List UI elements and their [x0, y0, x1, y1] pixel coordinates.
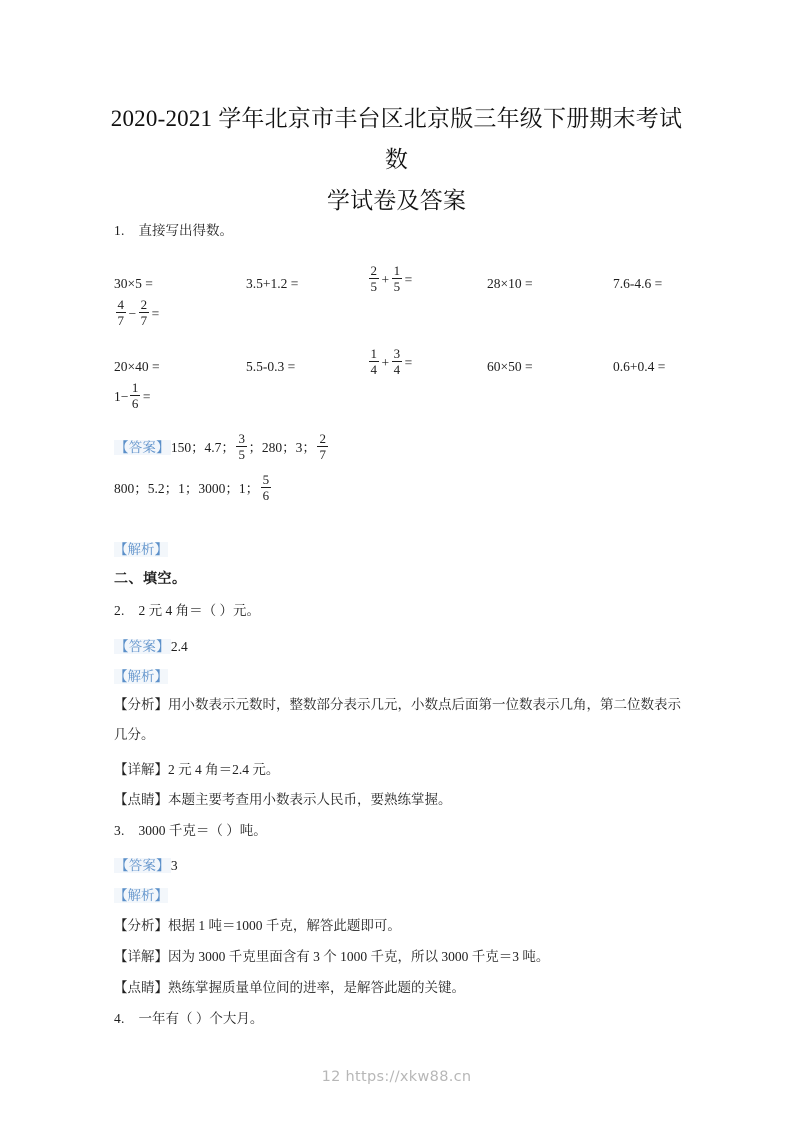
- fraction: [369, 264, 380, 294]
- question-3: [114, 821, 267, 841]
- answer-marker: 【答案】: [115, 858, 170, 873]
- question-1-answer-line-2: [114, 473, 273, 503]
- explain-marker: 【解析】: [114, 542, 168, 557]
- question-1-prompt-text: 直接写出得数。: [138, 223, 233, 238]
- question-3-analysis: 【分析】根据 1 吨＝1000 千克，解答此题即可。: [114, 918, 401, 933]
- answer-marker: 【答案】: [115, 439, 170, 455]
- fraction-numerator: 1: [131, 380, 139, 395]
- fraction-numerator: 2: [319, 431, 326, 446]
- question-2-number: 2.: [114, 603, 125, 618]
- problem-1-5: 7.6-4.6 =: [613, 276, 663, 291]
- fraction-denominator: 5: [370, 279, 377, 295]
- problem-1-2: 3.5+1.2 =: [246, 276, 299, 291]
- fraction: [139, 298, 150, 328]
- answer-text-a: 150；4.7；: [170, 439, 235, 455]
- fraction-expression: [367, 347, 413, 377]
- question-1-explain-marker: [114, 540, 168, 560]
- fraction-numerator: 4: [117, 297, 124, 312]
- question-3-number: 3.: [114, 823, 125, 838]
- answer-marker: 【答案】: [115, 639, 170, 654]
- fraction: [392, 347, 403, 377]
- problem-1-4: 28×10 =: [487, 276, 533, 291]
- fraction: [236, 432, 247, 462]
- fraction: [261, 473, 272, 503]
- question-2: [114, 601, 260, 621]
- problem-2-1: 20×40 =: [114, 359, 160, 374]
- question-2-tip: 【点睛】本题主要考查用小数表示人民币，要熟练掌握。: [114, 792, 452, 807]
- equals-sign: =: [151, 305, 160, 321]
- section-2-heading: 二、填空。: [114, 572, 187, 587]
- question-3-explain-marker: [114, 886, 168, 906]
- fraction-expression: [114, 381, 152, 411]
- problem-1-6: [114, 298, 160, 328]
- fraction-denominator: 4: [370, 362, 377, 378]
- page-title-line-1: 2020-2021 学年北京市丰台区北京版三年级下册期末考试数: [110, 106, 683, 172]
- question-1-number: 1.: [114, 223, 125, 238]
- fraction: [130, 381, 141, 411]
- problem-2-4: 60×50 =: [487, 359, 533, 374]
- fraction-denominator: 6: [262, 488, 270, 504]
- question-2-answer: [114, 637, 188, 657]
- fraction-numerator: 2: [140, 297, 148, 312]
- explain-marker: 【解析】: [114, 888, 168, 903]
- fraction: [369, 347, 380, 377]
- fraction: [392, 264, 403, 294]
- fraction-numerator: 3: [238, 431, 245, 446]
- operator: +: [381, 354, 390, 370]
- fraction-denominator: 7: [117, 313, 124, 329]
- fraction: [116, 298, 127, 328]
- answer-value: 3: [170, 858, 178, 873]
- problem-2-3: [367, 347, 413, 377]
- fraction-denominator: 7: [140, 313, 148, 329]
- question-2-detail: 【详解】2 元 4 角＝2.4 元。: [114, 762, 280, 777]
- explain-marker: 【解析】: [114, 669, 168, 684]
- question-3-text: 3000 千克＝（ ）吨。: [138, 823, 267, 838]
- fraction-numerator: 2: [370, 263, 377, 278]
- fraction-numerator: 5: [262, 472, 270, 487]
- question-4: [114, 1009, 263, 1029]
- question-2-analysis: 【分析】用小数表示元数时，整数部分表示几元，小数点后面第一位数表示几角，第二位数表示几分。: [114, 697, 681, 742]
- question-3-detail: 【详解】因为 3000 千克里面含有 3 个 1000 千克，所以 3000 千克＝3 吨。: [114, 949, 550, 964]
- footer-watermark: 12 https://xkw88.cn: [321, 1069, 472, 1085]
- page-title-line-2: 学试卷及答案: [326, 188, 467, 213]
- problem-1-3: [367, 264, 413, 294]
- answer-text-c: 800；5.2；1；3000；1；: [114, 480, 260, 496]
- operator: +: [381, 271, 390, 287]
- problem-2-2: 5.5-0.3 =: [246, 359, 296, 374]
- question-3-answer: [114, 856, 178, 876]
- fraction-denominator: 6: [131, 396, 139, 412]
- page-title: [104, 98, 689, 221]
- question-4-text: 一年有（ ）个大月。: [138, 1011, 264, 1026]
- fraction-expression: [367, 264, 413, 294]
- equals-sign: =: [142, 388, 151, 404]
- fraction-expression: [114, 298, 160, 328]
- equals-sign: =: [404, 354, 413, 370]
- question-1-answer-line-1: [114, 432, 329, 462]
- fraction-denominator: 5: [393, 279, 401, 295]
- operator: −: [128, 305, 137, 321]
- problem-2-6: [114, 381, 152, 411]
- question-2-explain-marker: [114, 667, 168, 687]
- question-1-prompt: [114, 221, 233, 241]
- fraction-denominator: 5: [238, 447, 245, 463]
- fraction-denominator: 7: [319, 447, 326, 463]
- answer-value: 2.4: [170, 639, 188, 654]
- question-3-tip: 【点睛】熟练掌握质量单位间的进率，是解答此题的关键。: [114, 980, 465, 995]
- fraction: [317, 432, 328, 462]
- question-4-number: 4.: [114, 1011, 125, 1026]
- question-2-text: 2 元 4 角＝（ ）元。: [138, 603, 260, 618]
- fraction-numerator: 1: [393, 263, 401, 278]
- fraction-denominator: 4: [393, 362, 401, 378]
- expression-lead: 1−: [114, 388, 129, 404]
- problem-1-1: 30×5 =: [114, 276, 153, 291]
- answer-text-b: ；280；3；: [248, 439, 316, 455]
- fraction-numerator: 3: [393, 346, 401, 361]
- problem-2-5: 0.6+0.4 =: [613, 359, 666, 374]
- equals-sign: =: [404, 271, 413, 287]
- fraction-numerator: 1: [370, 346, 377, 361]
